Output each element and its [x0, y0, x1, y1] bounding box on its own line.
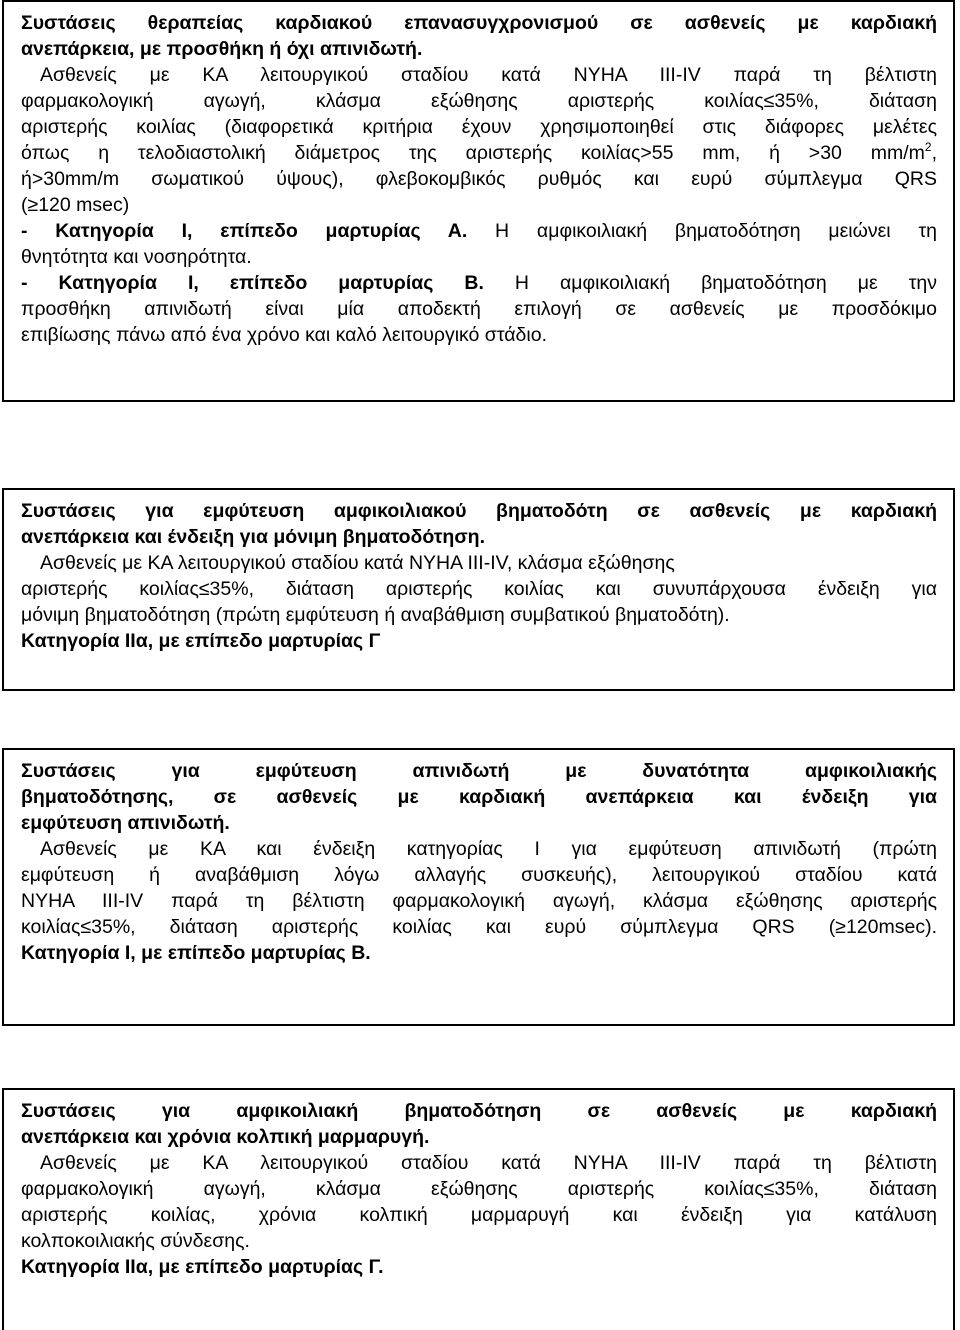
body-text: όπως η τελοδιαστολική διάμετρος της αριστερής κοιλίας>55 mm, ή >30 mm/m: [21, 142, 925, 164]
body-line: (≥120 msec): [21, 194, 130, 216]
body-line: ή>30mm/m σωματικού ύψους), φλεβοκομβικός ρυθμός και ευρύ σύμπλεγμα QRS: [21, 168, 937, 190]
section-heading: Συστάσεις θεραπείας καρδιακού επανασυγχρονισμού σε ασθενείς με καρδιακή: [21, 12, 937, 34]
section-heading: βηματοδότησης, σε ασθενείς με καρδιακή ανεπάρκεια και ένδειξη για: [21, 786, 937, 808]
body-line: κολποκοιλιακής σύνδεσης.: [21, 1230, 250, 1252]
body-line: φαρμακολογική αγωγή, κλάσμα εξώθησης αριστερής κοιλίας≤35%, διάταση: [21, 1178, 937, 1200]
body-line: φαρμακολογική αγωγή, κλάσμα εξώθησης αριστερής κοιλίας≤35%, διάταση: [21, 90, 937, 112]
body-line: κοιλίας≤35%, διάταση αριστερής κοιλίας και ευρύ σύμπλεγμα QRS (≥120msec).: [21, 916, 937, 938]
category-label: Κατηγορία Ι, με επίπεδο μαρτυρίας Β.: [21, 942, 371, 964]
body-line: μόνιμη βηματοδότηση (πρώτη εμφύτευση ή αναβάθμιση συμβατικού βηματοδότη).: [21, 604, 730, 626]
recommendation-box-af: [2, 1088, 955, 1330]
recommendation-box-crt: [2, 0, 955, 402]
body-line: Ασθενείς με ΚΑ λειτουργικού σταδίου κατά NYHA III-IV, κλάσμα εξώθησης: [40, 552, 675, 574]
recommendation-box-icd: [2, 748, 955, 1026]
body-line: εμφύτευση ή αναβάθμιση λόγω αλλαγής συσκευής), λειτουργικού σταδίου κατά: [21, 864, 937, 886]
section-heading: ανεπάρκεια και χρόνια κολπική μαρμαρυγή.: [21, 1126, 430, 1148]
body-line: Ασθενείς με ΚΑ λειτουργικού σταδίου κατά NYHA III-IV παρά τη βέλτιστη: [40, 1152, 937, 1174]
category-label: - Κατηγορία Ι, επίπεδο μαρτυρίας Α.: [21, 220, 468, 242]
category-label: Κατηγορία ΙΙα, με επίπεδο μαρτυρίας Γ.: [21, 1256, 384, 1278]
body-line: αριστερής κοιλίας (διαφορετικά κριτήρια έχουν χρησιμοποιηθεί στις διάφορες μελέτες: [21, 116, 937, 138]
recommendation-box-pacemaker: [2, 488, 955, 691]
body-line-with-superscript: [21, 140, 937, 166]
body-line: Ασθενείς με ΚΑ και ένδειξη κατηγορίας Ι για εμφύτευση απινιδωτή (πρώτη: [40, 838, 937, 860]
body-line: θνητότητα και νοσηρότητα.: [21, 246, 252, 268]
section-heading: Συστάσεις για αμφικοιλιακή βηματοδότηση σε ασθενείς με καρδιακή: [21, 1100, 937, 1122]
body-text: Η αμφικοιλιακή βηματοδότηση με την: [483, 272, 937, 294]
body-line: NYHA III-IV παρά τη βέλτιστη φαρμακολογική αγωγή, κλάσμα εξώθησης αριστερής: [21, 890, 937, 912]
body-line: αριστερής κοιλίας, χρόνια κολπική μαρμαρυγή και ένδειξη για κατάλυση: [21, 1204, 937, 1226]
category-line: [21, 270, 937, 296]
body-text: ,: [931, 142, 937, 164]
category-label: - Κατηγορία Ι, επίπεδο μαρτυρίας Β.: [21, 272, 484, 294]
category-line: [21, 218, 937, 244]
section-heading: Συστάσεις για εμφύτευση αμφικοιλιακού βηματοδότη σε ασθενείς με καρδιακή: [21, 500, 937, 522]
category-label: Κατηγορία ΙΙα, με επίπεδο μαρτυρίας Γ: [21, 630, 381, 652]
section-heading: ανεπάρκεια, με προσθήκη ή όχι απινιδωτή.: [21, 38, 423, 60]
body-text: Η αμφικοιλιακή βηματοδότηση μειώνει τη: [467, 220, 937, 242]
body-line: Ασθενείς με ΚΑ λειτουργικού σταδίου κατά NYHA III-IV παρά τη βέλτιστη: [40, 64, 937, 86]
superscript: 2: [924, 140, 932, 154]
section-heading: εμφύτευση απινιδωτή.: [21, 812, 230, 834]
body-line: προσθήκη απινιδωτή είναι μία αποδεκτή επιλογή σε ασθενείς με προσδόκιμο: [21, 298, 937, 320]
body-line: επιβίωσης πάνω από ένα χρόνο και καλό λειτουργικό στάδιο.: [21, 324, 547, 346]
body-line: αριστερής κοιλίας≤35%, διάταση αριστερής κοιλίας και συνυπάρχουσα ένδειξη για: [21, 578, 937, 600]
section-heading: ανεπάρκεια και ένδειξη για μόνιμη βηματοδότηση.: [21, 526, 485, 548]
section-heading: Συστάσεις για εμφύτευση απινιδωτή με δυνατότητα αμφικοιλιακής: [21, 760, 937, 782]
